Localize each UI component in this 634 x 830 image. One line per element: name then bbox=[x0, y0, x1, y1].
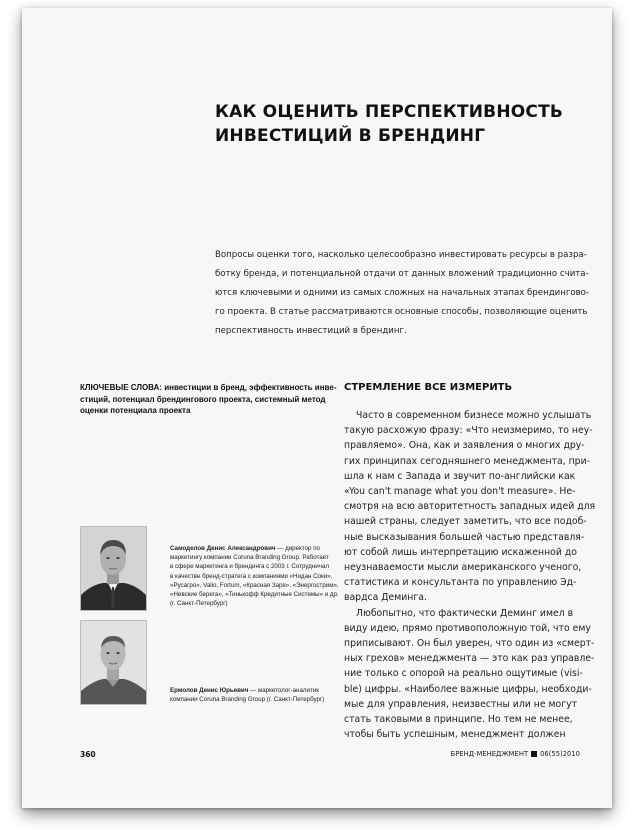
author-name: Ермолов Денис Юрьевич bbox=[170, 687, 249, 694]
lead-line: перспективность инвестиций в брендинг. bbox=[215, 326, 407, 336]
lead-line: ботку бренда, и потенциальной отдачи от данных вложений традиционно счита- bbox=[215, 269, 589, 279]
body-line: ют собой лишь интерпретацию искаженной до bbox=[344, 546, 577, 558]
body-line: Любопытно, что фактически Деминг имел в bbox=[356, 607, 574, 619]
body-line: «You can't manage what you don't measure». Не- bbox=[344, 486, 576, 498]
author-bio-text: — директор по bbox=[275, 545, 320, 552]
keywords-line: оценки потенциала проекта bbox=[80, 406, 191, 415]
author-bio-line bbox=[170, 544, 330, 553]
author-bio-line: «Невские берега», «Тинькофф Кредитные Системы» и др. bbox=[170, 591, 339, 599]
body-line: мые для управления, неизвестны или не могут bbox=[344, 698, 578, 710]
body-line: стать таковыми в принципе. Но тем не менее, bbox=[344, 714, 573, 726]
body-line: виду идею, прямо противоположную той, что ему bbox=[344, 622, 591, 634]
lead-line: го проекта. В статье рассматриваются основные способы, позволяющие оценить bbox=[215, 307, 588, 317]
author-photo-samodelov bbox=[80, 526, 147, 611]
body-line: ных грехов» менеджмента — это как раз управле- bbox=[344, 653, 595, 665]
journal-issue: 06(55)2010 bbox=[540, 750, 580, 758]
body-text bbox=[344, 408, 599, 742]
author-bio-line: в качестве бренд-стратега с компаниями «Нидан Соки», bbox=[170, 572, 333, 580]
magazine-page bbox=[22, 8, 612, 808]
body-line: такую расхожую фразу: «Что неизмеримо, то неу- bbox=[344, 425, 593, 437]
page-number: 360 bbox=[80, 750, 96, 759]
author-bio-ermolov bbox=[170, 686, 330, 704]
article-title bbox=[215, 100, 595, 148]
author-bio-line: «Русагро», Valio, Fortum, «Красная Заря», «Энергострим», bbox=[170, 581, 339, 589]
journal-footer bbox=[451, 750, 580, 758]
keywords-line: КЛЮЧЕВЫЕ СЛОВА: инвестиции в бренд, эффективность инве- bbox=[80, 383, 337, 392]
article-title-line: КАК ОЦЕНИТЬ ПЕРСПЕКТИВНОСТЬ bbox=[215, 102, 564, 122]
lead-line: Вопросы оценки того, насколько целесообразно инвестировать ресурсы в разра- bbox=[215, 250, 587, 260]
keywords bbox=[80, 382, 335, 417]
body-line: нашей страны, следует заметить, что все подоб- bbox=[344, 516, 587, 528]
square-bullet-icon bbox=[531, 751, 537, 757]
author-bio-text: — маркетолог-аналитик bbox=[248, 687, 319, 694]
body-line: ные высказывания большей частью представля- bbox=[344, 531, 585, 543]
body-line: статистика и консультанта по управлению Эд- bbox=[344, 577, 577, 589]
body-line: чтобы быть успешным, менеджмент должен bbox=[344, 729, 566, 741]
body-line: вардса Деминга. bbox=[344, 592, 427, 604]
author-bio-line: (г. Санкт-Петербург) bbox=[170, 600, 228, 608]
author-name: Самоделов Денис Александрович bbox=[170, 545, 276, 552]
lead-line: ются ключевыми и одними из самых сложных на начальных этапах брендингово- bbox=[215, 288, 590, 298]
keywords-line: стиций, потенциал брендингового проекта, системный метод bbox=[80, 394, 326, 404]
article-title-line: ИНВЕСТИЦИЙ В БРЕНДИНГ bbox=[215, 126, 486, 146]
body-line: гих принципах сегодняшнего менеджмента, при- bbox=[344, 455, 590, 467]
author-bio-line: маркетингу компании Coruna Branding Group. Работает bbox=[170, 554, 329, 562]
section-heading: СТРЕМЛЕНИЕ ВСЕ ИЗМЕРИТЬ bbox=[344, 382, 513, 393]
body-line: правляемо». Она, как и заявления о многих дру- bbox=[344, 440, 585, 452]
body-line: ние только с опорой на реально ощутимые (visi- bbox=[344, 668, 583, 680]
article-lead bbox=[215, 246, 595, 341]
author-photo-ermolov bbox=[80, 620, 147, 705]
body-line: ble) цифры. «Наиболее важные цифры, необходи- bbox=[344, 683, 592, 695]
body-line: приписывают. Он был уверен, что один из «смерт- bbox=[344, 638, 595, 650]
body-line: Часто в современном бизнесе можно услышать bbox=[356, 410, 592, 421]
author-bio-samodelov bbox=[170, 544, 339, 608]
body-line: шла к нам с Запада и звучит по-английски как bbox=[344, 470, 576, 482]
author-bio-line bbox=[170, 686, 330, 695]
body-line: неузнаваемости мысли американского ученого, bbox=[344, 562, 582, 574]
body-line: смотря на всю авторитетность западных идей для bbox=[344, 501, 596, 513]
author-bio-line: компании Coruna Branding Group (г. Санкт-Петербург) bbox=[170, 696, 325, 704]
author-bio-line: в сфере маркетинга и брендинга с 2003 г. Сотрудничал bbox=[170, 563, 330, 571]
journal-name: БРЕНД-МЕНЕДЖМЕНТ bbox=[450, 750, 529, 758]
